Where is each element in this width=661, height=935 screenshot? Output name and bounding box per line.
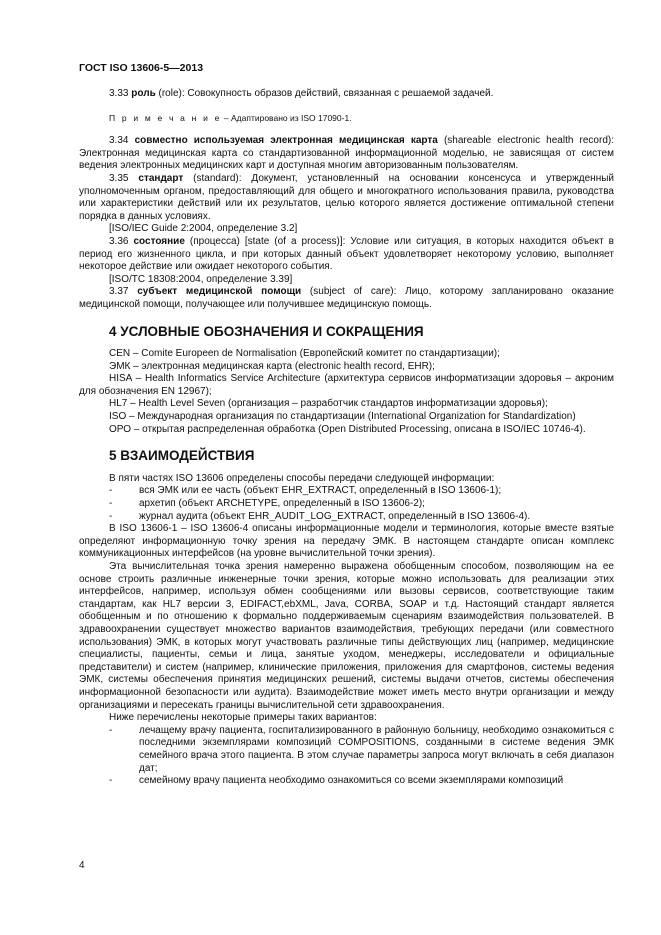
definition-number: 3.37 xyxy=(109,286,138,298)
paragraph: Эта вычислительная точка зрения намеренно выражена обобщенным способом, позволяющим на ее основе строить различные инженерные точки зрения, которые можно использовать для реализации этих интерфейсов, например, используя обмен сообщениями или вызовы сервисов, соответствующие таким стандартам, как HL7 версии 3, EDIFACT,ebXML, Java, CORBA, SOAP и т.д. Настоящий стандарт является обобщенным и по отношению к формально поддерживаемым сценариям взаимодействия пользователей. В здравоохранении существует множество вариантов взаимодействия, требующих передачи (или совместного использования) ЭМК, в которых могут участвовать различные типы действующих лиц (например, медицинские специалисты, пациенты, семьи и лица, занятые уходом, менеджеры, исследователи и официальные представители) и систем (например, клинические приложения, приложения для смартфонов, системы ведения ЭМК, системы обеспечения принятия медицинских решений, системы выдачи отчетов, системы обеспечения информационной безопасности или аудита). Взаимодействие может иметь место внутри организации и между организациями и пересекать границы вычислительной сети здравоохранения. xyxy=(79,561,614,711)
paragraph: Ниже перечислены некоторые примеры таких вариантов: xyxy=(109,712,377,724)
definition-text: (standard): Документ, установленный на основании консенсуса и утвержденный уполномоченным органом, предоставляющий для общего и многократного использования правила, руководства или характеристики действий или их результатов, целью которого является достижение оптимальной степени порядка в данных условиях. xyxy=(79,172,614,222)
definition-text: (shareable electronic health record): Электронная медицинская карта со стандартизованной информационной моделью, не зависящая от систем ведения электронных медицинских карт и доступная многим авторизованным пользователям. xyxy=(79,135,614,172)
definition-term: состояние xyxy=(133,235,185,247)
document-body xyxy=(79,88,614,788)
dash-marker: - xyxy=(109,485,113,497)
document-header: ГОСТ ISO 13606-5—2013 xyxy=(79,62,204,74)
dash-marker: - xyxy=(109,775,113,787)
definition-3-35 xyxy=(79,173,614,223)
example-item xyxy=(79,775,614,788)
section-4-heading: 4 УСЛОВНЫЕ ОБОЗНАЧЕНИЯ И СОКРАЩЕНИЯ xyxy=(109,323,424,339)
abbreviation-item: CEN – Comite Europeen de Normalisation (Европейский комитет по стандартизации); xyxy=(109,348,500,360)
note-text: Адаптировано из ISO 17090-1. xyxy=(231,112,352,123)
definition-text: (процесса) [state (of a process)]: Условие или ситуация, в которых находится объект в период его жизненного цикла, и при которых данный объект удовлетворяет некоторому условию, выполняет некоторое действие или ожидает некоторого события. xyxy=(79,235,614,273)
list-item xyxy=(79,485,614,498)
section-5-heading: 5 ВЗАИМОДЕЙСТВИЯ xyxy=(109,448,255,464)
definition-term: совместно используемая электронная медицинская карта xyxy=(134,135,438,147)
definition-number: 3.34 xyxy=(109,135,135,147)
list-item xyxy=(79,498,614,511)
dash-marker: - xyxy=(109,510,113,522)
definition-reference: [ISO/IEC Guide 2:2004, определение 3.2] xyxy=(109,223,298,235)
definition-text: (role): Совокупность образов действий, связанная с решаемой задачей. xyxy=(155,88,494,99)
abbreviation-item: ЭМК – электронная медицинская карта (electronic health record, EHR); xyxy=(109,360,435,372)
paragraph: В ISO 13606-1 – ISO 13606-4 описаны информационные модели и терминология, которые вместе взятые определяют информационную точку зрения на передачу ЭМК. В настоящем стандарте описан комплекс коммуникационных интерфейсов (на уровне вычислительной точки зрения). xyxy=(79,523,614,560)
definition-3-37 xyxy=(79,286,614,311)
list-item-text: журнал аудита (объект EHR_AUDIT_LOG_EXTRACT, определенный в ISO 13606-4). xyxy=(139,510,531,522)
abbreviation-item: HISA – Health Informatics Service Architecture (архитектура сервисов информатизации здоровья – акроним для обозначения EN 12967); xyxy=(79,373,614,397)
abbreviation-item: ОРО – открытая распределенная обработка (Open Distributed Processing, описана в ISO/IEC 10746-4). xyxy=(109,423,586,435)
definition-term: стандарт xyxy=(138,172,184,184)
definition-reference: [ISO/TC 18308:2004, определение 3.39] xyxy=(109,273,293,285)
note-separator: – xyxy=(221,112,231,123)
note-label: П р и м е ч а н и е xyxy=(109,112,222,123)
list-item xyxy=(79,511,614,524)
list-item-text: архетип (объект ARCHETYPE, определенный в ISO 13606-2); xyxy=(139,498,425,510)
definition-text: (subject of care): Лицо, которому запланировано оказание медицинской помощи, получающее или получившее медицинскую помощь. xyxy=(79,286,614,310)
list-item-text: вся ЭМК или ее часть (объект EHR_EXTRACT, определенный в ISO 13606-1); xyxy=(139,485,502,497)
definition-3-34 xyxy=(79,135,614,173)
example-text: семейному врачу пациента необходимо ознакомиться со всеми экземплярами композиций xyxy=(139,775,564,787)
section-5-intro: В пяти частях ISO 13606 определены способы передачи следующей информации: xyxy=(109,472,495,484)
note xyxy=(79,112,614,125)
dash-marker: - xyxy=(109,724,113,736)
page-number: 4 xyxy=(79,860,85,871)
abbreviation-item: HL7 – Health Level Seven (организация – разработчик стандартов информатизации здоровья); xyxy=(109,398,548,410)
abbreviation-item: ISO – Международная организация по стандартизации (International Organization for Standardization) xyxy=(109,411,576,423)
definition-number: 3.36 xyxy=(109,235,134,247)
definition-term: роль xyxy=(131,88,156,99)
definition-number: 3.33 xyxy=(109,88,132,99)
definition-number: 3.35 xyxy=(109,172,139,184)
example-item xyxy=(79,725,614,775)
example-text: лечащему врачу пациента, госпитализированного в районную больницу, необходимо ознакомиться с последними экземплярами композиций COMPOSITIONS, созданными в системе ведения ЭМК семейного врача этого пациента. В этом случае параметры запроса могут включать в себя диапазон дат; xyxy=(139,724,614,774)
definition-3-36 xyxy=(79,236,614,274)
definition-3-33 xyxy=(79,88,614,101)
definition-term: субъект медицинской помощи xyxy=(137,286,302,298)
dash-marker: - xyxy=(109,498,113,510)
